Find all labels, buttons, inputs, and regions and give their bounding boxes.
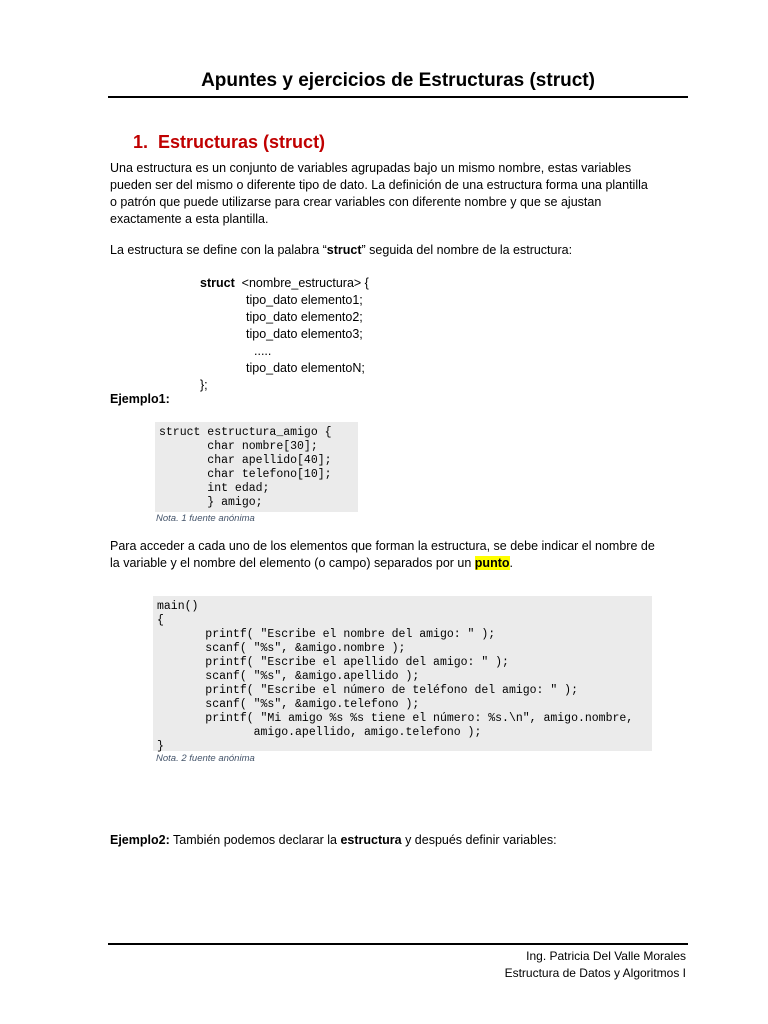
access-line2-pre: la variable y el nombre del elemento (o campo) separados por un xyxy=(110,556,475,570)
section-number: 1. xyxy=(133,132,149,152)
define-paragraph xyxy=(110,242,680,259)
struct-field: tipo_dato elemento2; xyxy=(246,310,363,324)
code-line: printf( "Escribe el nombre del amigo: " ); xyxy=(157,628,496,641)
define-text-pre: La estructura se define con la palabra “ xyxy=(110,243,327,257)
code-line: printf( "Escribe el apellido del amigo: " ); xyxy=(157,656,509,669)
intro-line: o patrón que puede utilizarse para crear variables con diferente nombre y que se ajustan xyxy=(110,195,602,209)
struct-closing: }; xyxy=(200,378,208,392)
example2-label: Ejemplo2: xyxy=(110,833,170,847)
example2-paragraph xyxy=(110,832,680,849)
code-line: scanf( "%s", &amigo.nombre ); xyxy=(157,642,406,655)
punto-highlight: punto xyxy=(474,556,510,570)
define-keyword: struct xyxy=(326,243,362,257)
example2-bold: estructura xyxy=(340,833,402,847)
code-line: char telefono[10]; xyxy=(159,468,332,481)
title-rule xyxy=(108,96,688,98)
struct-field-last: tipo_dato elementoN; xyxy=(246,361,365,375)
example2-text-pre: También podemos declarar la xyxy=(169,833,341,847)
section-heading xyxy=(133,132,325,153)
code-line: amigo.apellido, amigo.telefono ); xyxy=(157,726,482,739)
access-line2 xyxy=(110,555,690,572)
code-line: { xyxy=(157,614,164,627)
struct-keyword: struct xyxy=(200,276,235,290)
caption-code2: Nota. 2 fuente anónima xyxy=(156,753,255,764)
struct-field: tipo_dato elemento1; xyxy=(246,293,363,307)
intro-line: exactamente a esta plantilla. xyxy=(110,212,269,226)
struct-header xyxy=(200,275,369,292)
struct-ellipsis: ..... xyxy=(254,344,272,358)
code-line: struct estructura_amigo { xyxy=(159,426,332,439)
code-line: scanf( "%s", &amigo.apellido ); xyxy=(157,670,420,683)
footer-rule xyxy=(108,943,688,945)
code-line: } amigo; xyxy=(159,496,263,509)
access-line1: Para acceder a cada uno de los elementos que forman la estructura, se debe indicar el nombre de xyxy=(110,539,655,553)
code-line: scanf( "%s", &amigo.telefono ); xyxy=(157,698,420,711)
example1-label: Ejemplo1: xyxy=(110,392,170,406)
intro-line: pueden ser del mismo o diferente tipo de dato. La definición de una estructura forma una plantilla xyxy=(110,178,648,192)
code-line: char nombre[30]; xyxy=(159,440,318,453)
code-line: printf( "Mi amigo %s %s tiene el número: %s.\n", amigo.nombre, xyxy=(157,712,634,725)
intro-line: Una estructura es un conjunto de variables agrupadas bajo un mismo nombre, estas variables xyxy=(110,161,632,175)
code-line: main() xyxy=(157,600,199,613)
struct-header-rest: <nombre_estructura> { xyxy=(234,276,369,290)
footer-author: Ing. Patricia Del Valle Morales xyxy=(526,949,686,963)
caption-example1: Nota. 1 fuente anónima xyxy=(156,513,255,524)
intro-paragraph xyxy=(110,160,680,228)
page-title: Apuntes y ejercicios de Estructuras (struct) xyxy=(201,70,595,91)
access-paragraph xyxy=(110,538,690,572)
define-text-post: ” seguida del nombre de la estructura: xyxy=(361,243,573,257)
code-block-example1 xyxy=(155,422,358,512)
code-line: char apellido[40]; xyxy=(159,454,332,467)
code-line: } xyxy=(157,740,164,753)
code-block-access xyxy=(153,596,652,751)
struct-definition xyxy=(200,275,369,394)
code-line: printf( "Escribe el número de teléfono del amigo: " ); xyxy=(157,684,578,697)
section-heading-text: Estructuras (struct) xyxy=(158,132,326,152)
struct-field: tipo_dato elemento3; xyxy=(246,327,363,341)
access-line2-post: . xyxy=(509,556,513,570)
footer-course: Estructura de Datos y Algoritmos I xyxy=(504,966,686,980)
example2-text-post: y después definir variables: xyxy=(401,833,557,847)
code-line: int edad; xyxy=(159,482,270,495)
